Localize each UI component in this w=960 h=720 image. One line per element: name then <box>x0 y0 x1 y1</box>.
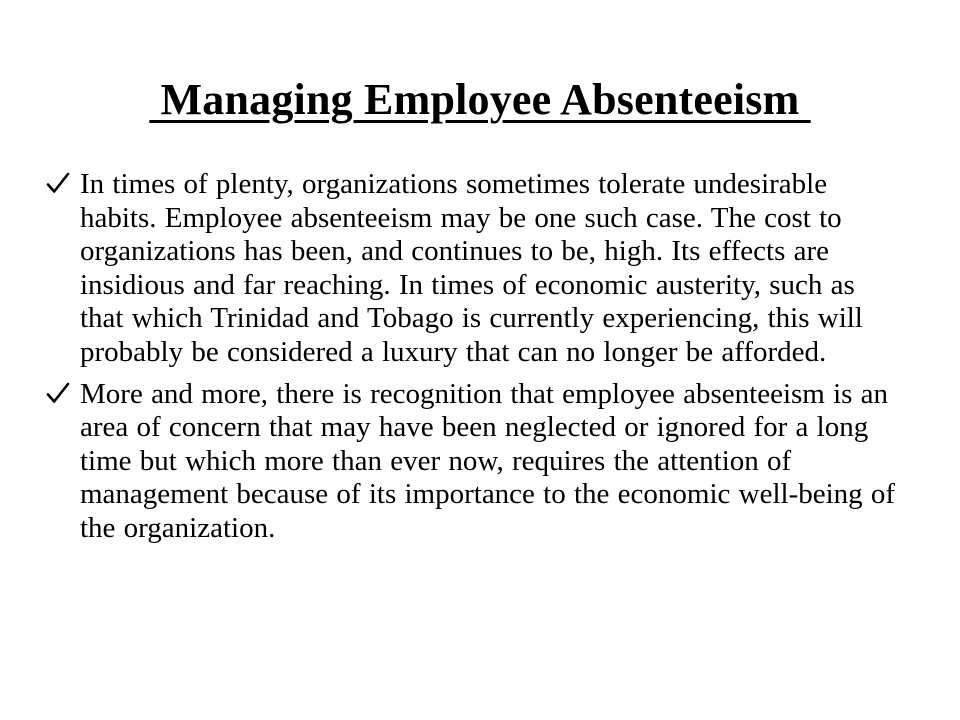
bullet-text: More and more, there is recognition that employee absenteeism is an area of concern that may have been neglected or ignored for a long time but which more than ever now, requires the attention of management because of its importance to the economic well-being of the organization. <box>80 377 896 544</box>
checkmark-icon <box>46 171 70 195</box>
checkmark-icon <box>46 381 70 405</box>
bullet-text: In times of plenty, organizations sometimes tolerate undesirable habits. Employee absenteeism may be one such case. The cost to organizations has been, and continues to be, high. Its effects are insidious and far reaching. In times of economic austerity, such as that which Trinidad and Tobago is currently experiencing, this will probably be considered a luxury that can no longer be afforded. <box>80 168 863 368</box>
bullet-item-1 <box>46 168 906 370</box>
bullet-item-2 <box>46 378 906 546</box>
bullet-list <box>46 168 906 554</box>
slide-title: Managing Employee Absenteeism <box>149 75 811 124</box>
